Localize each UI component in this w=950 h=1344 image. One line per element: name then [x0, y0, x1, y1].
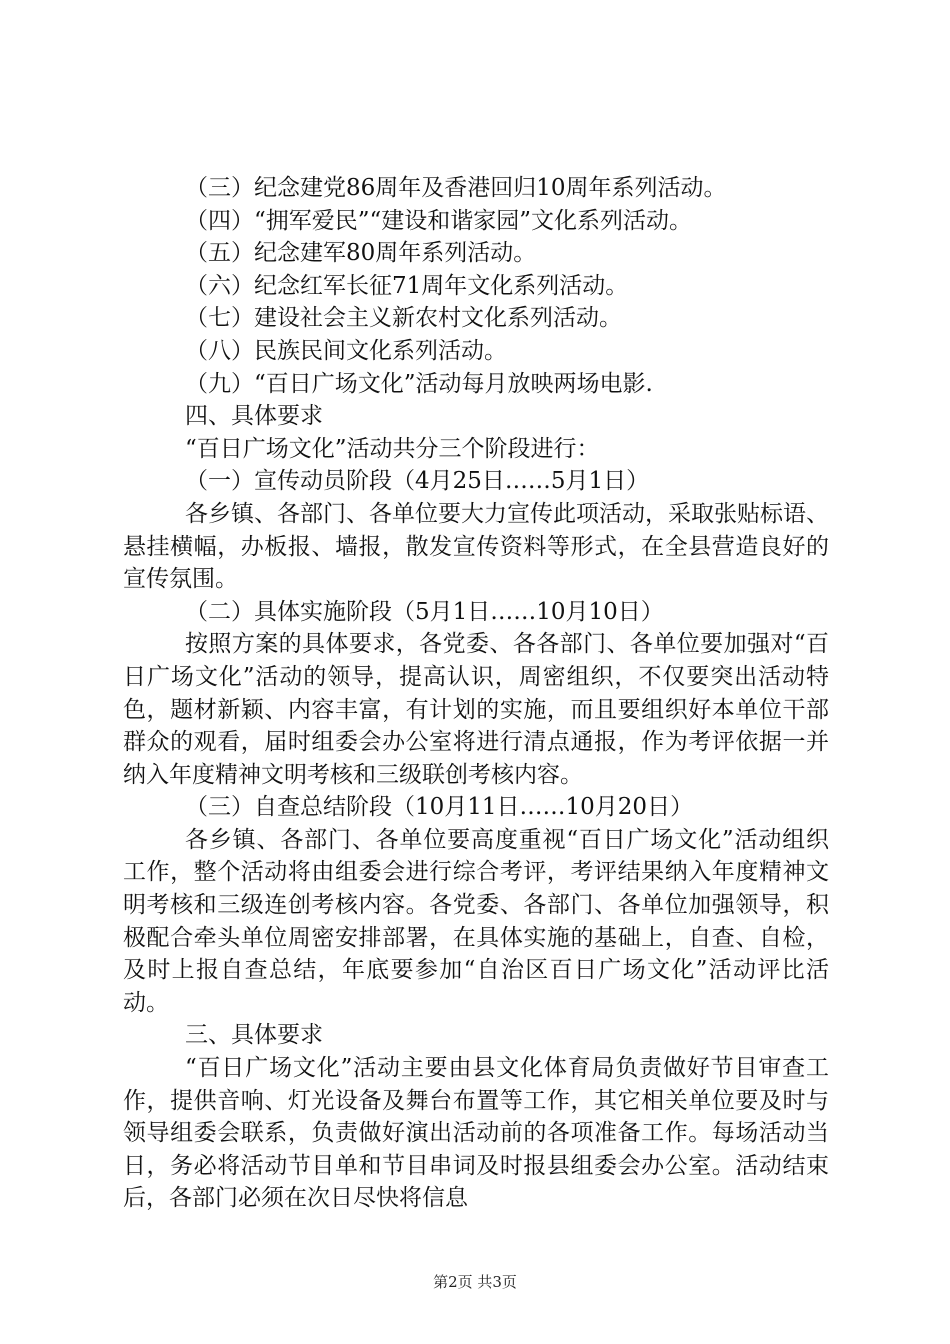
stage-paragraph: 按照方案的具体要求，各党委、各各部门、各单位要加强对“百日广场文化”活动的领导，提高认识，周密组织，不仅要突出活动特色，题材新颖、内容丰富，有计划的实施，而且要组织好本单位干部群众的观看，届时组委会办公室将进行清点通报，作为考评依据一并纳入年度精神文明考核和三级联创考核内容。 — [123, 631, 829, 788]
stage-paragraph: 各乡镇、各部门、各单位要大力宣传此项活动，采取张贴标语、悬挂横幅，办板报、墙报，散发宣传资料等形式，在全县营造良好的宣传氛围。 — [123, 500, 829, 593]
document-body — [123, 172, 829, 1215]
section-heading: 三、具体要求 — [185, 1022, 323, 1049]
list-item: （六）纪念红军长征71周年文化系列活动。 — [185, 272, 629, 299]
stage-heading: （一）宣传动员阶段（4月25日……5月1日） — [185, 468, 650, 495]
stage-paragraph: 各乡镇、各部门、各单位要高度重视“百日广场文化”活动组织工作，整个活动将由组委会进行综合考评，考评结果纳入年度精神文明考核和三级连创考核内容。各党委、各部门、各单位加强领导，积极配合牵头单位周密安排部署，在具体实施的基础上，自查、自检，及时上报自查总结，年底要参加“自治区百日广场文化”活动评比活动。 — [123, 826, 829, 1016]
list-item: （三）纪念建党86周年及香港回归10周年系列活动。 — [185, 175, 727, 201]
list-item: （七）建设社会主义新农村文化系列活动。 — [185, 305, 622, 332]
section-heading: 四、具体要求 — [185, 403, 323, 430]
stage-heading: （二）具体实施阶段（5月1日……10月10日） — [185, 598, 664, 625]
stage-heading: （三）自查总结阶段（10月11日……10月20日） — [185, 794, 694, 821]
list-item: （九）“百日广场文化”活动每月放映两场电影. — [185, 370, 653, 397]
stages-intro: “百日广场文化”活动共分三个阶段进行： — [185, 435, 600, 462]
list-item: （八）民族民间文化系列活动。 — [185, 337, 507, 364]
section-paragraph: “百日广场文化”活动主要由县文化体育局负责做好节目审查工作，提供音响、灯光设备及舞台布置等工作，其它相关单位要及时与领导组委会联系，负责做好演出活动前的各项准备工作。每场活动当日，务必将活动节目单和节目串词及时报县组委会办公室。活动结束后，各部门必须在次日尽快将信息 — [123, 1055, 829, 1212]
list-item: （五）纪念建军80周年系列活动。 — [185, 240, 537, 267]
page-footer: 第2页 共3页 — [433, 1273, 517, 1291]
list-item: （四）“拥军爱民”“建设和谐家园”文化系列活动。 — [185, 207, 693, 234]
